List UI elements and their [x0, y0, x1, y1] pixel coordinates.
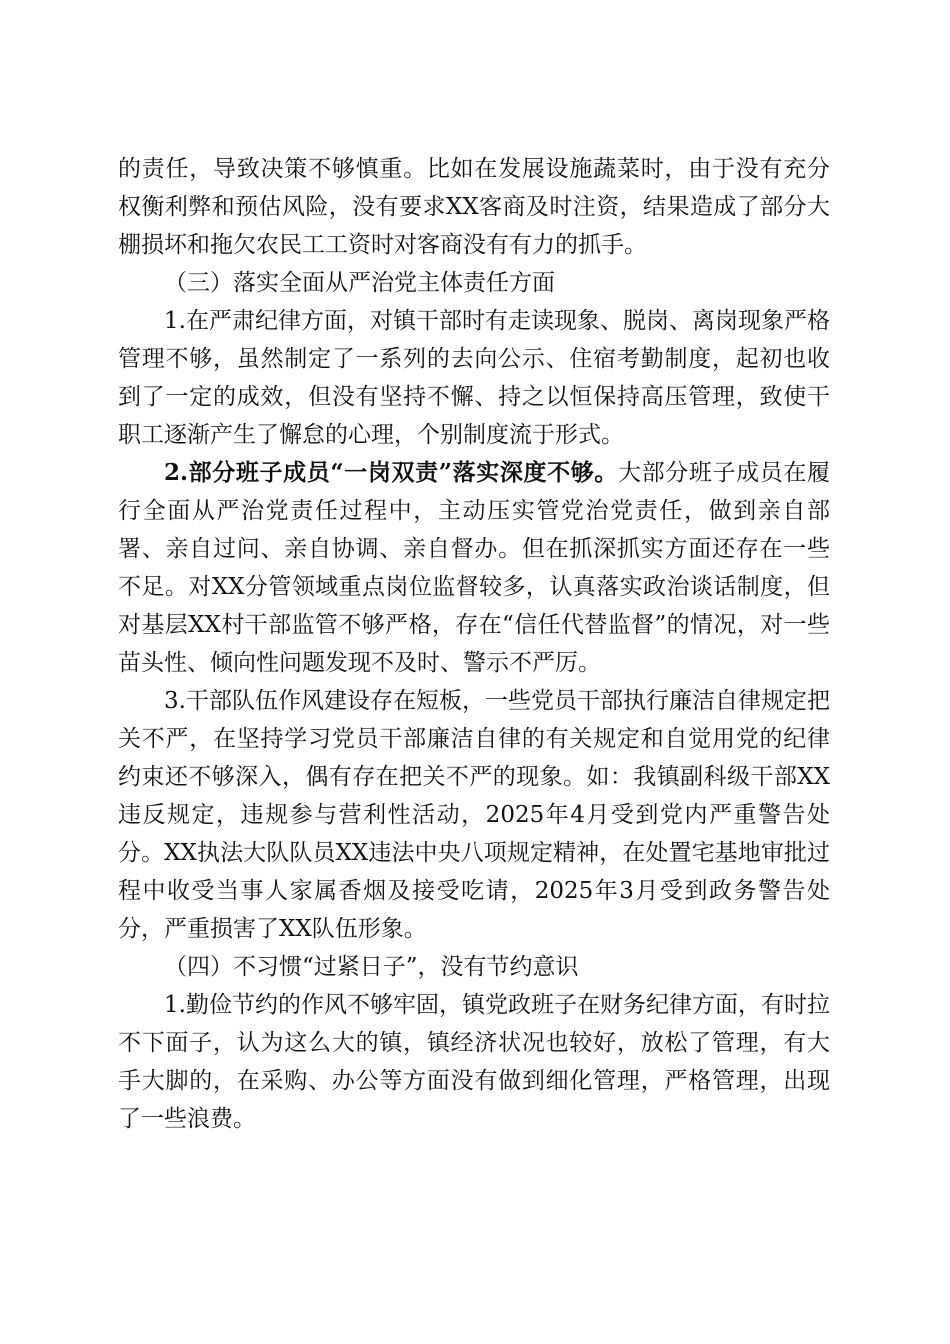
paragraph-item-1: 1.在严肃纪律方面，对镇干部时有走读现象、脱岗、离岗现象严格管理不够，虽然制定了一系列的去向公示、住宿考勤制度，起初也收到了一定的成效，但没有坚持不懈、持之以恒保持高压管理，致使干职工逐渐产生了懈怠的心理，个别制度流于形式。: [118, 308, 830, 448]
document-body: [118, 150, 830, 1138]
paragraph-item-2: [118, 454, 830, 682]
section-heading-four: （四）不习惯“过紧日子”，没有节约意识: [164, 954, 579, 980]
paragraph-item-2-lead: 2.部分班子成员“一岗双责”落实深度不够。: [164, 459, 618, 486]
paragraph-item-2-body: 大部分班子成员在履行全面从严治党责任过程中，主动压实管党治党责任，做到亲自部署、亲自过问、亲自协调、亲自督办。但在抓深抓实方面还存在一些不足。对XX分管领域重点岗位监督较多，认真落实政治谈话制度，但对基层XX村干部监管不够严格，存在“信任代替监督”的情况，对一些苗头性、倾向性问题发现不及时、警示不严厉。: [118, 460, 830, 676]
paragraph-item-4-1: 1.勤俭节约的作风不够牢固，镇党政班子在财务纪律方面，有时拉不下面子，认为这么大的镇，镇经济状况也较好，放松了管理，有大手大脚的，在采购、办公等方面没有做到细化管理，严格管理，出现了一些浪费。: [118, 992, 830, 1132]
section-heading-three: （三）落实全面从严治党主体责任方面: [164, 270, 555, 296]
paragraph-continuation: 的责任，导致决策不够慎重。比如在发展设施蔬菜时，由于没有充分权衡利弊和预估风险，没有要求XX客商及时注资，结果造成了部分大棚损坏和拖欠农民工工资时对客商没有有力的抓手。: [118, 156, 830, 258]
paragraph-item-3: 3.干部队伍作风建设存在短板，一些党员干部执行廉洁自律规定把关不严，在坚持学习党员干部廉洁自律的有关规定和自觉用党的纪律约束还不够深入，偶有存在把关不严的现象。如：我镇副科级干部XX违反规定，违规参与营利性活动，2025年4月受到党内严重警告处分。XX执法大队队员XX违法中央八项规定精神，在处置宅基地审批过程中收受当事人家属香烟及接受吃请，2025年3月受到政务警告处分，严重损害了XX队伍形象。: [118, 688, 830, 942]
